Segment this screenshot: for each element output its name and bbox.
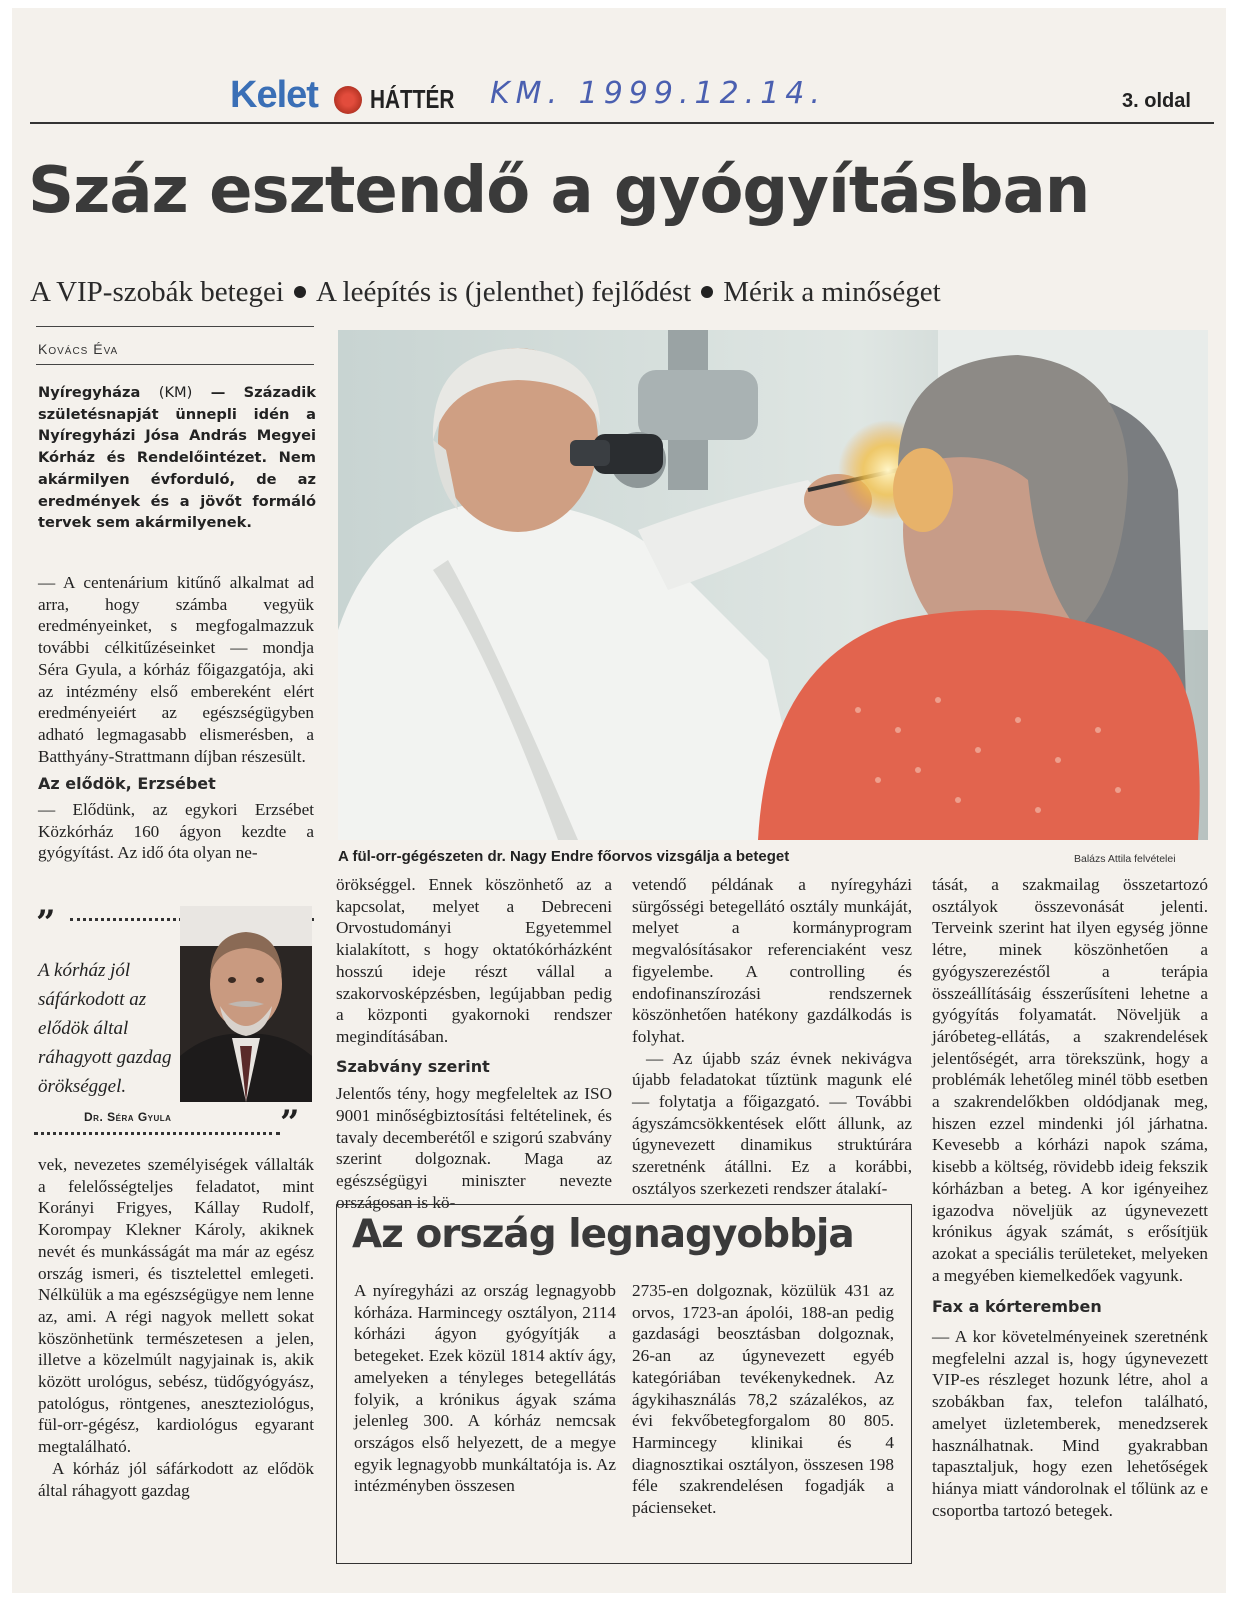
masthead-logo: Kelet (230, 74, 318, 116)
column-1-bottom (38, 1154, 314, 1501)
info-box-column-1 (354, 1280, 616, 1497)
author-rule-bottom (36, 364, 314, 365)
photo-credit: Balázs Attila felvételei (1074, 853, 1176, 865)
column-4 (932, 874, 1208, 1521)
pull-quote: A kórház jól sáfárkodott az elődök által ráhagyott gazdag örökséggel. (38, 960, 172, 1097)
handwritten-date: KM. 1999.12.14. (490, 76, 826, 111)
column-3 (632, 874, 912, 1200)
body-paragraph: — A centenárium kitűnő alkalmat ad arra, hogy számba vegyük eredményeinket, s megfogalmazzuk további célkitűzéseinket — mondja Séra Gyula, a kórház főigazgatója, aki az intézmény első embereként elért eredményeiért az egészségügyben adható legmagasabb elismerésben, a Batthyány-Strattmann díjban részesült. (38, 573, 314, 766)
body-paragraph: 2735-en dolgoznak, közülük 431 az orvos, 1723-an ápolói, 188-an pedig gazdasági beosztásban dolgoznak, 26-an az úgynevezett egyéb kategóriában tevékenykednek. Az ágykihasználás 78,2 százalékos, az évi fekvőbetegforgalom 80 805. Harmincegy klinikai és 4 diagnosztikai osztályon, összesen 198 féle szakrendelésen fogadják a pácienseket. (632, 1281, 894, 1518)
portrait-photo (180, 906, 312, 1102)
newspaper-page (12, 8, 1226, 1593)
body-paragraph: vetendő példának a nyíregyházi sürgősségi betegellátó osztály munkáját, melyet a kormányprogram megvalósításakor referenciaként vesz figyelembe. A controlling és endofinanszírozási rendszernek köszönhetően hatékony gazdálkodás is folyhat. (632, 875, 912, 1046)
info-box-title: Az ország legnagyobbja (352, 1212, 854, 1257)
open-quote-icon: ” (36, 903, 56, 943)
body-paragraph: Jelentős tény, hogy megfeleltek az ISO 9001 minőségbiztosítási feltételinek, és tavaly decemberétől e szigorú szabvány szerint dolgoznak. Maga az egészségügyi miniszter nevezte országosan is kö- (336, 1084, 612, 1212)
section-label: HÁTTÉR (370, 84, 455, 114)
subheading: Az elődök, Erzsébet (38, 774, 216, 794)
photo-caption: A fül-orr-gégészeten dr. Nagy Endre főorvos vizsgálja a beteget (338, 848, 790, 865)
body-paragraph: tását, a szakmailag összetartozó osztályok összevonását jelenti. Terveink szerint hat ilyen egység jönne létre, minek köszönhetően a gyógyszerezéstől a terápia összeállításáig ésszerűsíteni lehetne a gyógyítás folyamatát. Növeljük a járóbeteg-ellátás, a szakrendelések jelentőségét, arra törekszünk, hogy a problémák lehetőleg minél több esetben a szakrendelőkben oldódjanak meg, hiszen ezzel mindenki jól járhatna. Kevesebb a kórházi napok száma, kisebb a költség, rövidebb ideig fekszik kórházban a beteg. A kor igényeihez igazodva növeljük az úgynevezett krónikus ágyak számát, s erősítjük azokat a speciális területeket, melyeken a megyében kiemelkedőek vagyunk. (932, 875, 1208, 1285)
bullet-icon (701, 286, 713, 298)
subheadline-part-1: A VIP-szobák betegei (30, 276, 284, 308)
column-2 (336, 874, 612, 1214)
dateline-place: Nyíregyháza (38, 384, 141, 401)
info-box-column-2 (632, 1280, 894, 1519)
subheadline-part-3: Mérik a minőséget (723, 276, 941, 308)
close-quote-icon: ” (280, 1103, 300, 1143)
quote-dotted-rule-bottom (34, 1132, 280, 1135)
bullet-icon (294, 286, 306, 298)
body-paragraph: — A kor követelményeinek szeretnénk megfelelni azzal is, hogy úgynevezett VIP-es részleget hozunk létre, ahol a szobákban fax, telefon található, amelyet üzletemberek, menedzserek használhatnak. Mind gyakrabban tapasztaljuk, hogy ezen lehetőségek hiánya miatt vándorolnak el tőlünk az e csoportba tartozó betegek. (932, 1327, 1208, 1520)
body-paragraph: — Elődünk, az egykori Erzsébet Közkórház 160 ágyon kezdte a gyógyítást. Az idő óta olyan ne- (38, 800, 314, 863)
lead-paragraph (38, 382, 316, 534)
author-byline: Kovács Éva (38, 341, 119, 357)
lead-text: — Századik születésnapját ünnepli idén a Nyíregyházi Jósa András Megyei Kórház és Rendelőintézet. Nem akármilyen évforduló, de az eredmények és a jövőt formáló tervek sem akármilyenek. (38, 384, 316, 532)
column-1-top (38, 572, 314, 864)
body-paragraph: örökséggel. Ennek köszönhető az a kapcsolat, melyet a Debreceni Orvostudományi Egyetemmel kialakított, s hogy oktatókórházként hosszú ideje részt vállal a szakorvosképzésben, legújabban pedig a központi gyakornoki rendszer megindításában. (336, 875, 612, 1046)
page-number: 3. oldal (1122, 90, 1191, 112)
body-paragraph: — Az újabb száz évnek nekivágva újabb feladatokat tűztünk magunk elé — folytatja a főigazgató. — További ágyszámcsökkentések előtt állunk, az úgynevezett dinamikus struktúrára szeretnénk átállni. Ez a korábbi, osztályos szerkezeti rendszer átalakí- (632, 1048, 912, 1198)
main-photo (338, 330, 1208, 840)
subheadline (30, 276, 941, 309)
subheading: Fax a kórteremben (932, 1297, 1102, 1317)
headline: Száz esztendő a gyógyításban (28, 154, 1090, 228)
masthead-emblem-icon (334, 86, 362, 114)
body-paragraph: vek, nevezetes személyiségek vállalták a felelősségteljes feladatot, mint Korányi Frigyes, Kállay Rudolf, Korompay Klekner Károly, akiknek nevét és munkásságát ma már az egész ország ismeri, és tisztelettel emlegeti. Nélkülük a ma egészségügye nem lenne az, ami. A régi nagyok mellett sokat köszönhetünk természetesen a jelen, illetve a közelmúlt nagyjainak is, akik között urológus, sebész, tüdőgyógyász, patológus, röntgenes, aneszteziológus, fül-orr-gégész, kardiológus egyarant megtalálható. (38, 1155, 314, 1457)
subheading: Szabvány szerint (336, 1056, 490, 1076)
subheadline-part-2: A leépítés is (jelenthet) fejlődést (315, 276, 692, 308)
body-paragraph: A nyíregyházi az ország legnagyobb kórháza. Harmincegy osztályon, 2114 kórházi ágyon gyógyítják a betegeket. Ezek közül 1814 aktív ágy, amelyeken a tényleges betegellátás folyik, a krónikus ágyak száma jelenleg 300. A kórház nemcsak országos első helyezett, de a megye egyik legnagyobb munkáltatója is. Az intézményben összesen (354, 1281, 616, 1496)
quote-author: Dr. Séra Gyula (84, 1110, 172, 1124)
author-rule-top (36, 326, 314, 327)
dateline-source: (KM) (158, 384, 193, 401)
body-paragraph: A kórház jól sáfárkodott az elődök által ráhagyott gazdag (38, 1458, 314, 1500)
header-divider (30, 122, 1214, 124)
